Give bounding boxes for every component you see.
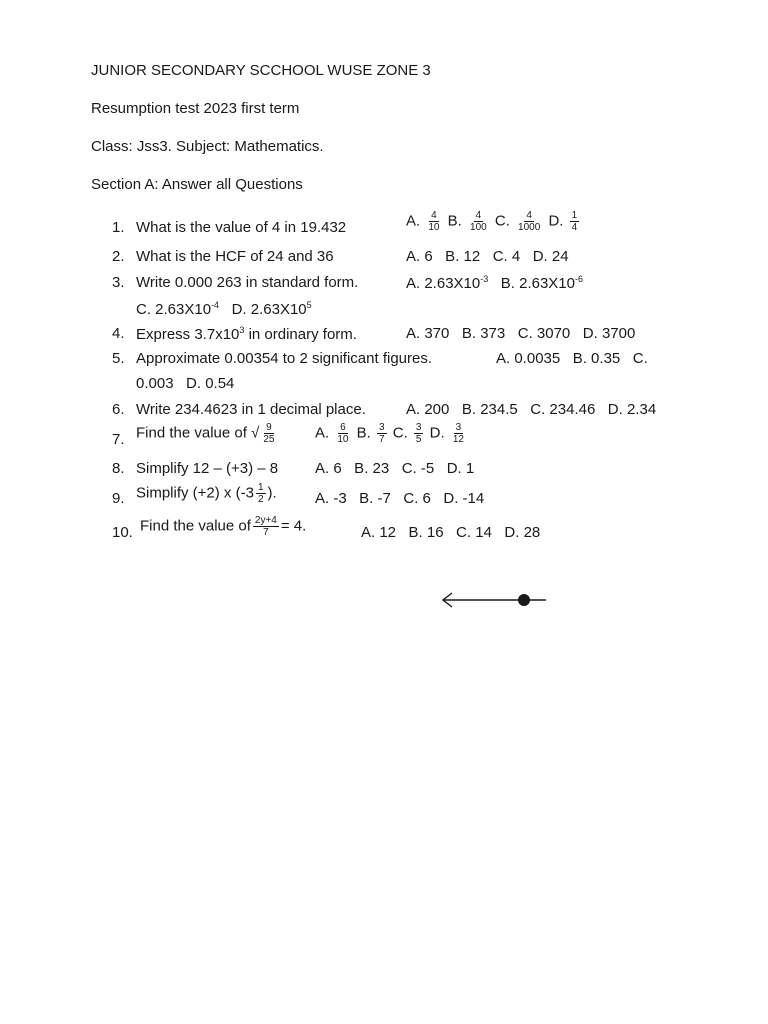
question-text: Write 0.000 263 in standard form. [136, 274, 359, 291]
options [315, 422, 468, 445]
question-number: 6. [112, 401, 125, 418]
option-d-fraction: $\frac{3}{12}$ [452, 422, 464, 445]
option-d-label: D. [429, 424, 445, 442]
options: A. 200 B. 234.5 C. 234.46 D. 2.34 [406, 401, 657, 418]
number-line-arrow-icon [440, 588, 552, 612]
option-d-fraction: $\frac{1}{4}$ [571, 210, 578, 233]
question-number: 7. [112, 431, 125, 448]
question-number: 5. [112, 350, 125, 367]
option-b-label: B. [447, 212, 462, 230]
section-heading: Section A: Answer all Questions [91, 176, 303, 193]
option-b: B. 2.63X10 [500, 275, 575, 292]
options: A. 6 B. 23 C. -5 D. 1 [315, 460, 475, 477]
options-line-1: A. $2.63X10^{-3}$ B. $2.63X10^{-6}$ [406, 274, 584, 292]
mixed-fraction: $\frac{1}{2}$ [257, 482, 264, 505]
question-number: 8. [112, 460, 125, 477]
option-c-fraction: $\frac{4}{1000}$ [518, 210, 541, 233]
option-b-fraction: $\frac{4}{100}$ [470, 210, 487, 233]
option-a: A. 2.63X10 [406, 275, 481, 292]
question-text: Simplify 12 – (+3) – 8 [136, 460, 279, 477]
options-continued: 0.003 D. 0.54 [136, 375, 235, 392]
question-text: Express $3.7x10^3$ in ordinary form. [136, 325, 357, 343]
options: A. 12 B. 16 C. 14 D. 28 [361, 524, 541, 541]
question-text: What is the value of 4 in 19.432 [136, 219, 347, 236]
option-d-label: D. [548, 212, 564, 230]
option-c-fraction: $\frac{3}{5}$ [415, 422, 422, 445]
question-number: 3. [112, 274, 125, 291]
options: A. 0.0035 B. 0.35 C. [496, 350, 648, 367]
class-subject: Class: Jss3. Subject: Mathematics. [91, 138, 324, 155]
option-a-fraction: $\frac{6}{10}$ [337, 422, 349, 445]
radicand-fraction: $\frac{9}{25}$ [263, 422, 275, 445]
question-number: 10. [112, 524, 133, 541]
question-text: Approximate 0.00354 to 2 significant figures. [136, 350, 433, 367]
test-title: Resumption test 2023 first term [91, 100, 300, 117]
question-number: 4. [112, 325, 125, 342]
option-d: D. 2.63X10 [231, 301, 307, 318]
question-text: Find the value of $\frac{2y+4}{7}$ = 4. [140, 515, 307, 538]
question-text: Write 234.4623 in 1 decimal place. [136, 401, 366, 418]
options: A. 6 B. 12 C. 4 D. 24 [406, 248, 569, 265]
options [406, 210, 581, 233]
question-text: Find the value of √ $\frac{9}{25}$ [136, 422, 275, 445]
options-line-2: C. $2.63X10^{-4}$ D. $2.63X10^5$ [136, 300, 312, 318]
option-a-label: A. [315, 424, 330, 442]
options: A. 370 B. 373 C. 3070 D. 3700 [406, 325, 636, 342]
option-b-label: B. [356, 424, 371, 442]
option-a-fraction: $\frac{4}{10}$ [428, 210, 440, 233]
question-number: 2. [112, 248, 125, 265]
option-b-fraction: $\frac{3}{7}$ [379, 422, 385, 445]
options: A. -3 B. -7 C. 6 D. -14 [315, 490, 485, 507]
equation-fraction: $\frac{2y+4}{7}$ [254, 515, 277, 538]
option-c: C. 2.63X10 [136, 301, 212, 318]
option-c-label: C. [494, 212, 510, 230]
option-a-label: A. [406, 212, 421, 230]
option-c-label: C. [392, 424, 408, 442]
question-text: What is the HCF of 24 and 36 [136, 248, 334, 265]
question-number: 1. [112, 219, 125, 236]
question-number: 9. [112, 490, 125, 507]
school-name: JUNIOR SECONDARY SCCHOOL WUSE ZONE 3 [91, 62, 431, 79]
question-text: Simplify (+2) x (-3 $\frac{1}{2}$ ). [136, 482, 277, 505]
